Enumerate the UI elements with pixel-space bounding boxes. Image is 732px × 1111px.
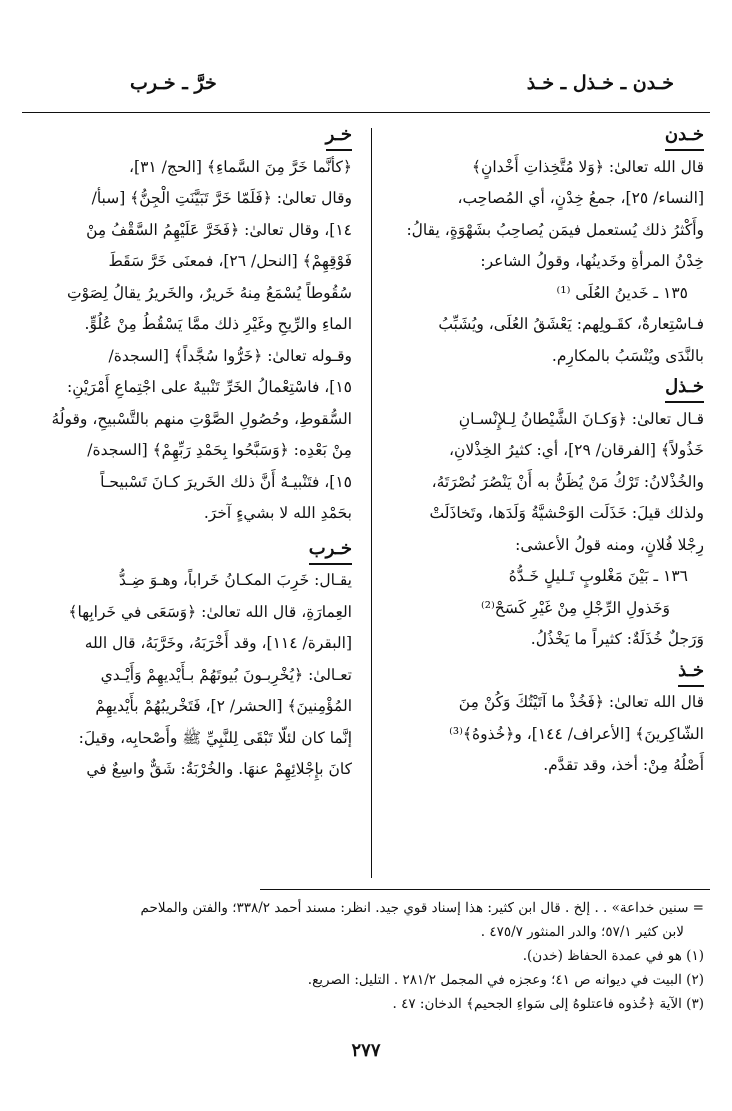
text-line: بحَمْدِ الله لا بشيءٍ آخرَ. [203, 504, 352, 522]
text-line: قال الله تعالىٰ: ﴿فَخُذْ ما آتَيْتُكَ وَكُنْ مِنَ [458, 693, 704, 711]
text-line: الشّاكِرينَ﴾ [الأعراف/ ١٤٤]، و﴿خُذوهُ﴾⁽³⁾ [449, 724, 704, 743]
text-line: تعـالىٰ: ﴿يُخْرِبـونَ بُيوتَهُمْ بـأَيْديهِمْ وَأَيْـدي [100, 665, 352, 684]
entry-heading: خـذ [678, 657, 704, 687]
entry-heading: خـدن [665, 121, 704, 151]
text-line: فَوْقِهِمْ﴾ [النحل/ ٢٦]، فمعنَى خَرَّ سَقَطَ [108, 252, 352, 270]
text-line: المُؤْمِنينَ﴾ [الحشر/ ٢]، فَتَخْريبُهُمْ بأَيْديهِمْ [95, 697, 352, 715]
entry-heading: خـر [326, 121, 352, 151]
footnote-3: (٣) الآية ﴿خُذوه فاعتلوهُ إلى سَواءِ الجحيم﴾ الدخان: ٤٧ . [392, 996, 704, 1012]
entry-khadhal [374, 372, 704, 656]
running-header-right: خـدن ـ خـذل ـ خـذ [526, 72, 674, 94]
text-line: ١٥]، فتَنْبيـهٌ أَنَّ ذلك الخَريرَ كـانَ تَسْبيحـاً [100, 472, 352, 491]
entry-heading: خـرب [309, 535, 352, 565]
entry-khadh [374, 656, 704, 782]
left-column [22, 120, 352, 786]
poem-verse: وَخَذولِ الرِّجْلِ مِنْ غَيْرِ كَسَحْ⁽²⁾ [480, 598, 670, 617]
text-line: السُّقوطِ، وحُصُولِ الصَّوْتِ منهم بالتَّسْبيحِ، وقولُهُ [51, 409, 352, 428]
text-line: الماءِ والرِّيحِ وغَيْرِ ذلك ممَّا يَسْقُطُ مِنْ عُلُوٍّ. [84, 315, 352, 333]
poem-verse: ١٣٥ ـ خَدينُ العُلَى ⁽¹⁾ [556, 283, 688, 302]
text-line: بالنَّدَى ويُنْسَبُ بالمكارِم. [551, 346, 704, 365]
text-line: [النساء/ ٢٥]، جمعُ خِدْنٍ، أي المُصاحِب، [457, 189, 704, 207]
text-line: ١٥]، فاسْتِعْمالُ الخَرِّ تَنْبيهٌ على اجْتِماعِ أَمْرَيْنِ: [66, 378, 352, 396]
text-line: خَذُولاً﴾ [الفرقان/ ٢٩]، أي: كثيرُ الخِذْلانِ، [448, 441, 704, 459]
text-line: فـاسْتِعارةٌ، كقَـولِهم: يَعْشَقُ العُلَى، ويُشَبِّبُ [438, 315, 704, 333]
text-line: ﴿كأنَّما خَرَّ مِنَ السَّماءِ﴾ [الحج/ ٣١]، [129, 157, 352, 176]
footnotes [24, 896, 704, 1016]
poem-verse: ١٣٦ ـ بَيْنَ مَغْلوبٍ تَـليلٍ خَـدُّهُ [508, 567, 688, 585]
footnote-continuation: لابن كثير ٥٧/١؛ والدر المنثور ٤٧٥/٧ . [480, 924, 684, 940]
text-line: ١٤]، وقال تعالىٰ: ﴿فَخَرَّ عَلَيْهِمُ السَّقْفُ مِنْ [86, 220, 352, 239]
text-line: أَصْلُهُ مِنْ: أخذ، وقد تقدَّم. [543, 756, 704, 774]
text-line: يقـال: خَرِبَ المكـانُ خَراباً، وهـوَ ضِـدُّ [119, 571, 352, 589]
text-line: مِنْ بَعْدِه: ﴿وَسَبَّحُوا بِحَمْدِ رَبِّهِمْ﴾ [السجدة/ [87, 441, 352, 459]
text-line: والخُذْلانُ: تَرْكُ مَنْ يُظَنُّ به أَنْ يَنْصُرَ نُصْرَتَهُ، [431, 472, 704, 491]
entry-kharab [22, 534, 352, 786]
page-number: ٢٧٧ [351, 1040, 381, 1061]
column-divider [371, 128, 372, 878]
footnote-2: (٢) البيت في ديوانه ص ٤١؛ وعجزه في المجمل ٢٨١/٢ . التليل: الصريع. [307, 972, 704, 988]
text-line: رِجْلا فُلانٍ، ومنه قولُ الأعشى: [515, 535, 704, 554]
footnote-rule [260, 889, 710, 890]
text-line: وقال تعالىٰ: ﴿فَلَمّا خَرَّ تَبَيَّنَتِ الْجِنُّ﴾ [سبأ/ [91, 189, 352, 207]
footnote-1: (١) هو في عمدة الحفاظ (خدن). [522, 948, 704, 964]
text-line: وأَكْثرُ ذلك يُستعمل فيمَن يُصاحِبُ بشَهْوَةٍ، يقالُ: [406, 220, 704, 239]
text-line: وَرَجلٌ خُذَلَةٌ: كثيراً ما يَخْذُلُ. [530, 630, 704, 648]
text-line: سُقُوطاً يُسْمَعُ مِنهُ خَريرٌ، والخَريرُ يقالُ لِصَوْتِ [67, 283, 352, 302]
text-line: العِمارَةِ، قال الله تعالىٰ: ﴿وَسَعَى في خَرابِها﴾ [68, 602, 352, 621]
text-line: كانَ بإِجْلائِهِمْ عنهَا. والخُرْبَةُ: شَقٌّ واسِعٌ في [86, 760, 352, 778]
text-line: قال الله تعالىٰ: ﴿وَلا مُتَّخِذاتِ أَخْدانٍ﴾ [471, 157, 704, 176]
running-header-left: خرَّ ـ خـرب [130, 72, 217, 94]
entry-kharra [22, 120, 352, 530]
entry-heading: خـذل [665, 373, 704, 403]
text-line: قـال تعالىٰ: ﴿وَكـانَ الشَّيْطانُ لِـلإِنْسـانِ [458, 409, 704, 428]
text-line: إنَّما كان لئلّا تَبْقَى لِلنَّبِيِّ ﷺ وأَصْحابِه، وقيلَ: [78, 728, 352, 747]
entry-khadn [374, 120, 704, 372]
right-column [374, 120, 704, 782]
text-line: ولذلك قيلَ: خَذَلَت الوَحْشيَّةُ وَلَدَها، وتَخاذَلَتْ [429, 504, 704, 522]
footnote-continuation: = سنين خداعة» . . إلخ . قال ابن كثير: هذا إسناد قوي جيد. انظر: مسند أحمد ٣٣٨/٢؛ والفتن والملاحم [140, 900, 704, 916]
header-rule [22, 112, 710, 113]
text-line: خِدْنُ المرأةِ وخَدينُها، وقولُ الشاعر: [480, 252, 704, 270]
text-line: [البقرة/ ١١٤]، وقد أَخْرَبَهُ، وخَرَّبَهُ، قال الله [84, 634, 352, 652]
text-line: وقـوله تعالىٰ: ﴿خَرُّوا سُجَّداً﴾ [السجدة/ [108, 346, 352, 365]
